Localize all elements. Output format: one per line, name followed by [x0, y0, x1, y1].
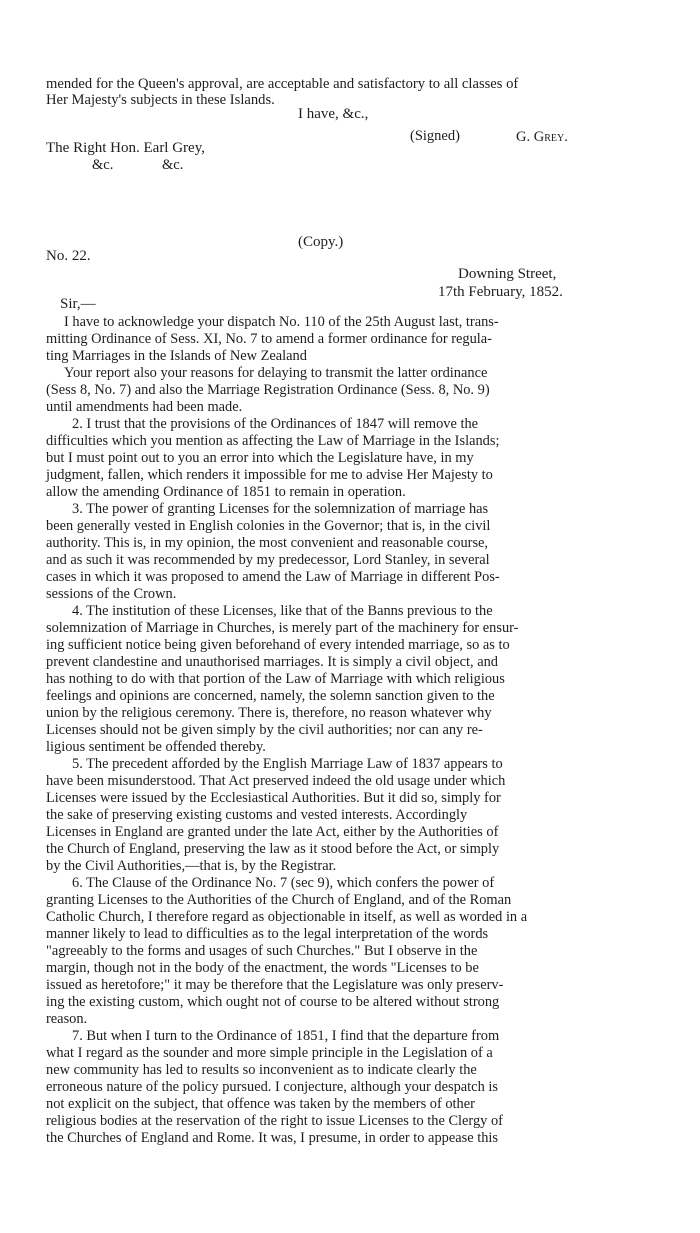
text-line: allow the amending Ordinance of 1851 to remain in operation.: [46, 484, 406, 500]
text-line: Your report also your reasons for delaying to transmit the latter ordinance: [64, 365, 488, 381]
letter-number: No. 22.: [46, 248, 91, 264]
text-line: judgment, fallen, which renders it impossible for me to advise Her Majesty to: [46, 467, 493, 483]
text-line: mitting Ordinance of Sess. XI, No. 7 to amend a former ordinance for regula-: [46, 331, 492, 347]
text-line: 2. I trust that the provisions of the Ordinances of 1847 will remove the: [72, 416, 479, 432]
text-line: solemnization of Marriage in Churches, is merely part of the machinery for ensur-: [46, 620, 519, 636]
text-line: difficulties which you mention as affecting the Law of Marriage in the Islands;: [46, 433, 500, 449]
text-line: union by the religious ceremony. There is, therefore, no reason whatever why: [46, 705, 492, 721]
text-line: Licenses should not be given simply by the civil authorities; nor can any re-: [46, 722, 483, 738]
text-line: ing the existing custom, which ought not of course to be altered without strong: [46, 994, 500, 1010]
text-line: until amendments had been made.: [46, 399, 243, 415]
text-line: granting Licenses to the Authorities of the Church of England, and of the Roman: [46, 892, 512, 908]
text-line: manner likely to lead to difficulties as to the legal interpretation of the words: [46, 926, 489, 942]
text-line: issued as heretofore;" it may be therefore that the Legislature was only preserv-: [46, 977, 504, 993]
text-line: erroneous nature of the policy pursued. I conjecture, although your despatch is: [46, 1079, 498, 1095]
text-line: "agreeably to the forms and usages of such Churches." But I observe in the: [46, 943, 478, 959]
letter-address: Downing Street,: [458, 266, 557, 282]
recipient-line: The Right Hon. Earl Grey,: [46, 140, 205, 156]
salutation: Sir,—: [60, 296, 96, 312]
text-line: have been misunderstood. That Act preserved indeed the old usage under which: [46, 773, 506, 789]
text-line: and as such it was recommended by my predecessor, Lord Stanley, in several: [46, 552, 490, 568]
text-line: 4. The institution of these Licenses, like that of the Banns previous to the: [72, 603, 493, 619]
text-line: mended for the Queen's approval, are acceptable and satisfactory to all classes of: [46, 76, 519, 92]
text-line: but I must point out to you an error into which the Legislature have, in my: [46, 450, 474, 466]
text-line: ting Marriages in the Islands of New Zealand: [46, 348, 307, 364]
text-line: margin, though not in the body of the enactment, the words "Licenses to be: [46, 960, 479, 976]
previous-letter-end: [46, 76, 666, 196]
text-line: 7. But when I turn to the Ordinance of 1851, I find that the departure from: [72, 1028, 500, 1044]
copy-label: (Copy.): [298, 234, 344, 250]
text-line: Licenses were issued by the Ecclesiastical Authorities. But it did so, simply for: [46, 790, 501, 806]
text-line: been generally vested in English colonies in the Governor; that is, in the civil: [46, 518, 491, 534]
text-line: has nothing to do with that portion of the Law of Marriage with which religious: [46, 671, 505, 687]
text-line: authority. This is, in my opinion, the most convenient and reasonable course,: [46, 535, 489, 551]
etc-one: &c.: [92, 157, 114, 173]
text-line: (Sess 8, No. 7) and also the Marriage Registration Ordinance (Sess. 8, No. 9): [46, 382, 490, 398]
text-line: feelings and opinions are concerned, namely, the solemn sanction given to the: [46, 688, 495, 704]
text-line: what I regard as the sounder and more simple principle in the Legislation of a: [46, 1045, 493, 1061]
text-line: prevent clandestine and unauthorised marriages. It is simply a civil object, and: [46, 654, 498, 670]
text-line: Catholic Church, I therefore regard as objectionable in itself, as well as worded in a: [46, 909, 528, 925]
closing-line: I have, &c.,: [298, 106, 369, 122]
text-line: ing sufficient notice being given beforehand of every intended marriage, so as to: [46, 637, 510, 653]
text-line: the Churches of England and Rome. It was, I presume, in order to appease this: [46, 1130, 498, 1146]
text-line: 5. The precedent afforded by the English Marriage Law of 1837 appears to: [72, 756, 503, 772]
text-line: by the Civil Authorities,—that is, by the Registrar.: [46, 858, 337, 874]
text-line: the Church of England, preserving the law as it stood before the Act, or simply: [46, 841, 500, 857]
letter-body: [46, 314, 666, 1226]
text-line: ligious sentiment be offended thereby.: [46, 739, 266, 755]
signed-label: (Signed): [410, 128, 460, 144]
etc-two: &c.: [162, 157, 184, 173]
text-line: religious bodies at the reservation of the right to issue Licenses to the Clergy of: [46, 1113, 503, 1129]
text-line: sessions of the Crown.: [46, 586, 177, 602]
text-line: new community has led to results so inconvenient as to indicate clearly the: [46, 1062, 477, 1078]
text-line: Licenses in England are granted under the late Act, either by the Authorities of: [46, 824, 499, 840]
text-line: 3. The power of granting Licenses for the solemnization of marriage has: [72, 501, 489, 517]
text-line: reason.: [46, 1011, 88, 1027]
text-line: Her Majesty's subjects in these Islands.: [46, 92, 275, 108]
letter-date: 17th February, 1852.: [438, 284, 563, 300]
text-line: not explicit on the subject, that offence was taken by the members of other: [46, 1096, 475, 1112]
signer-name: G. Grey.: [516, 129, 568, 145]
text-line: 6. The Clause of the Ordinance No. 7 (sec 9), which confers the power of: [72, 875, 495, 891]
text-line: cases in which it was proposed to amend the Law of Marriage in different Pos-: [46, 569, 500, 585]
text-line: I have to acknowledge your dispatch No. 110 of the 25th August last, trans-: [64, 314, 499, 330]
text-line: the sake of preserving existing customs and vested interests. Accordingly: [46, 807, 468, 823]
